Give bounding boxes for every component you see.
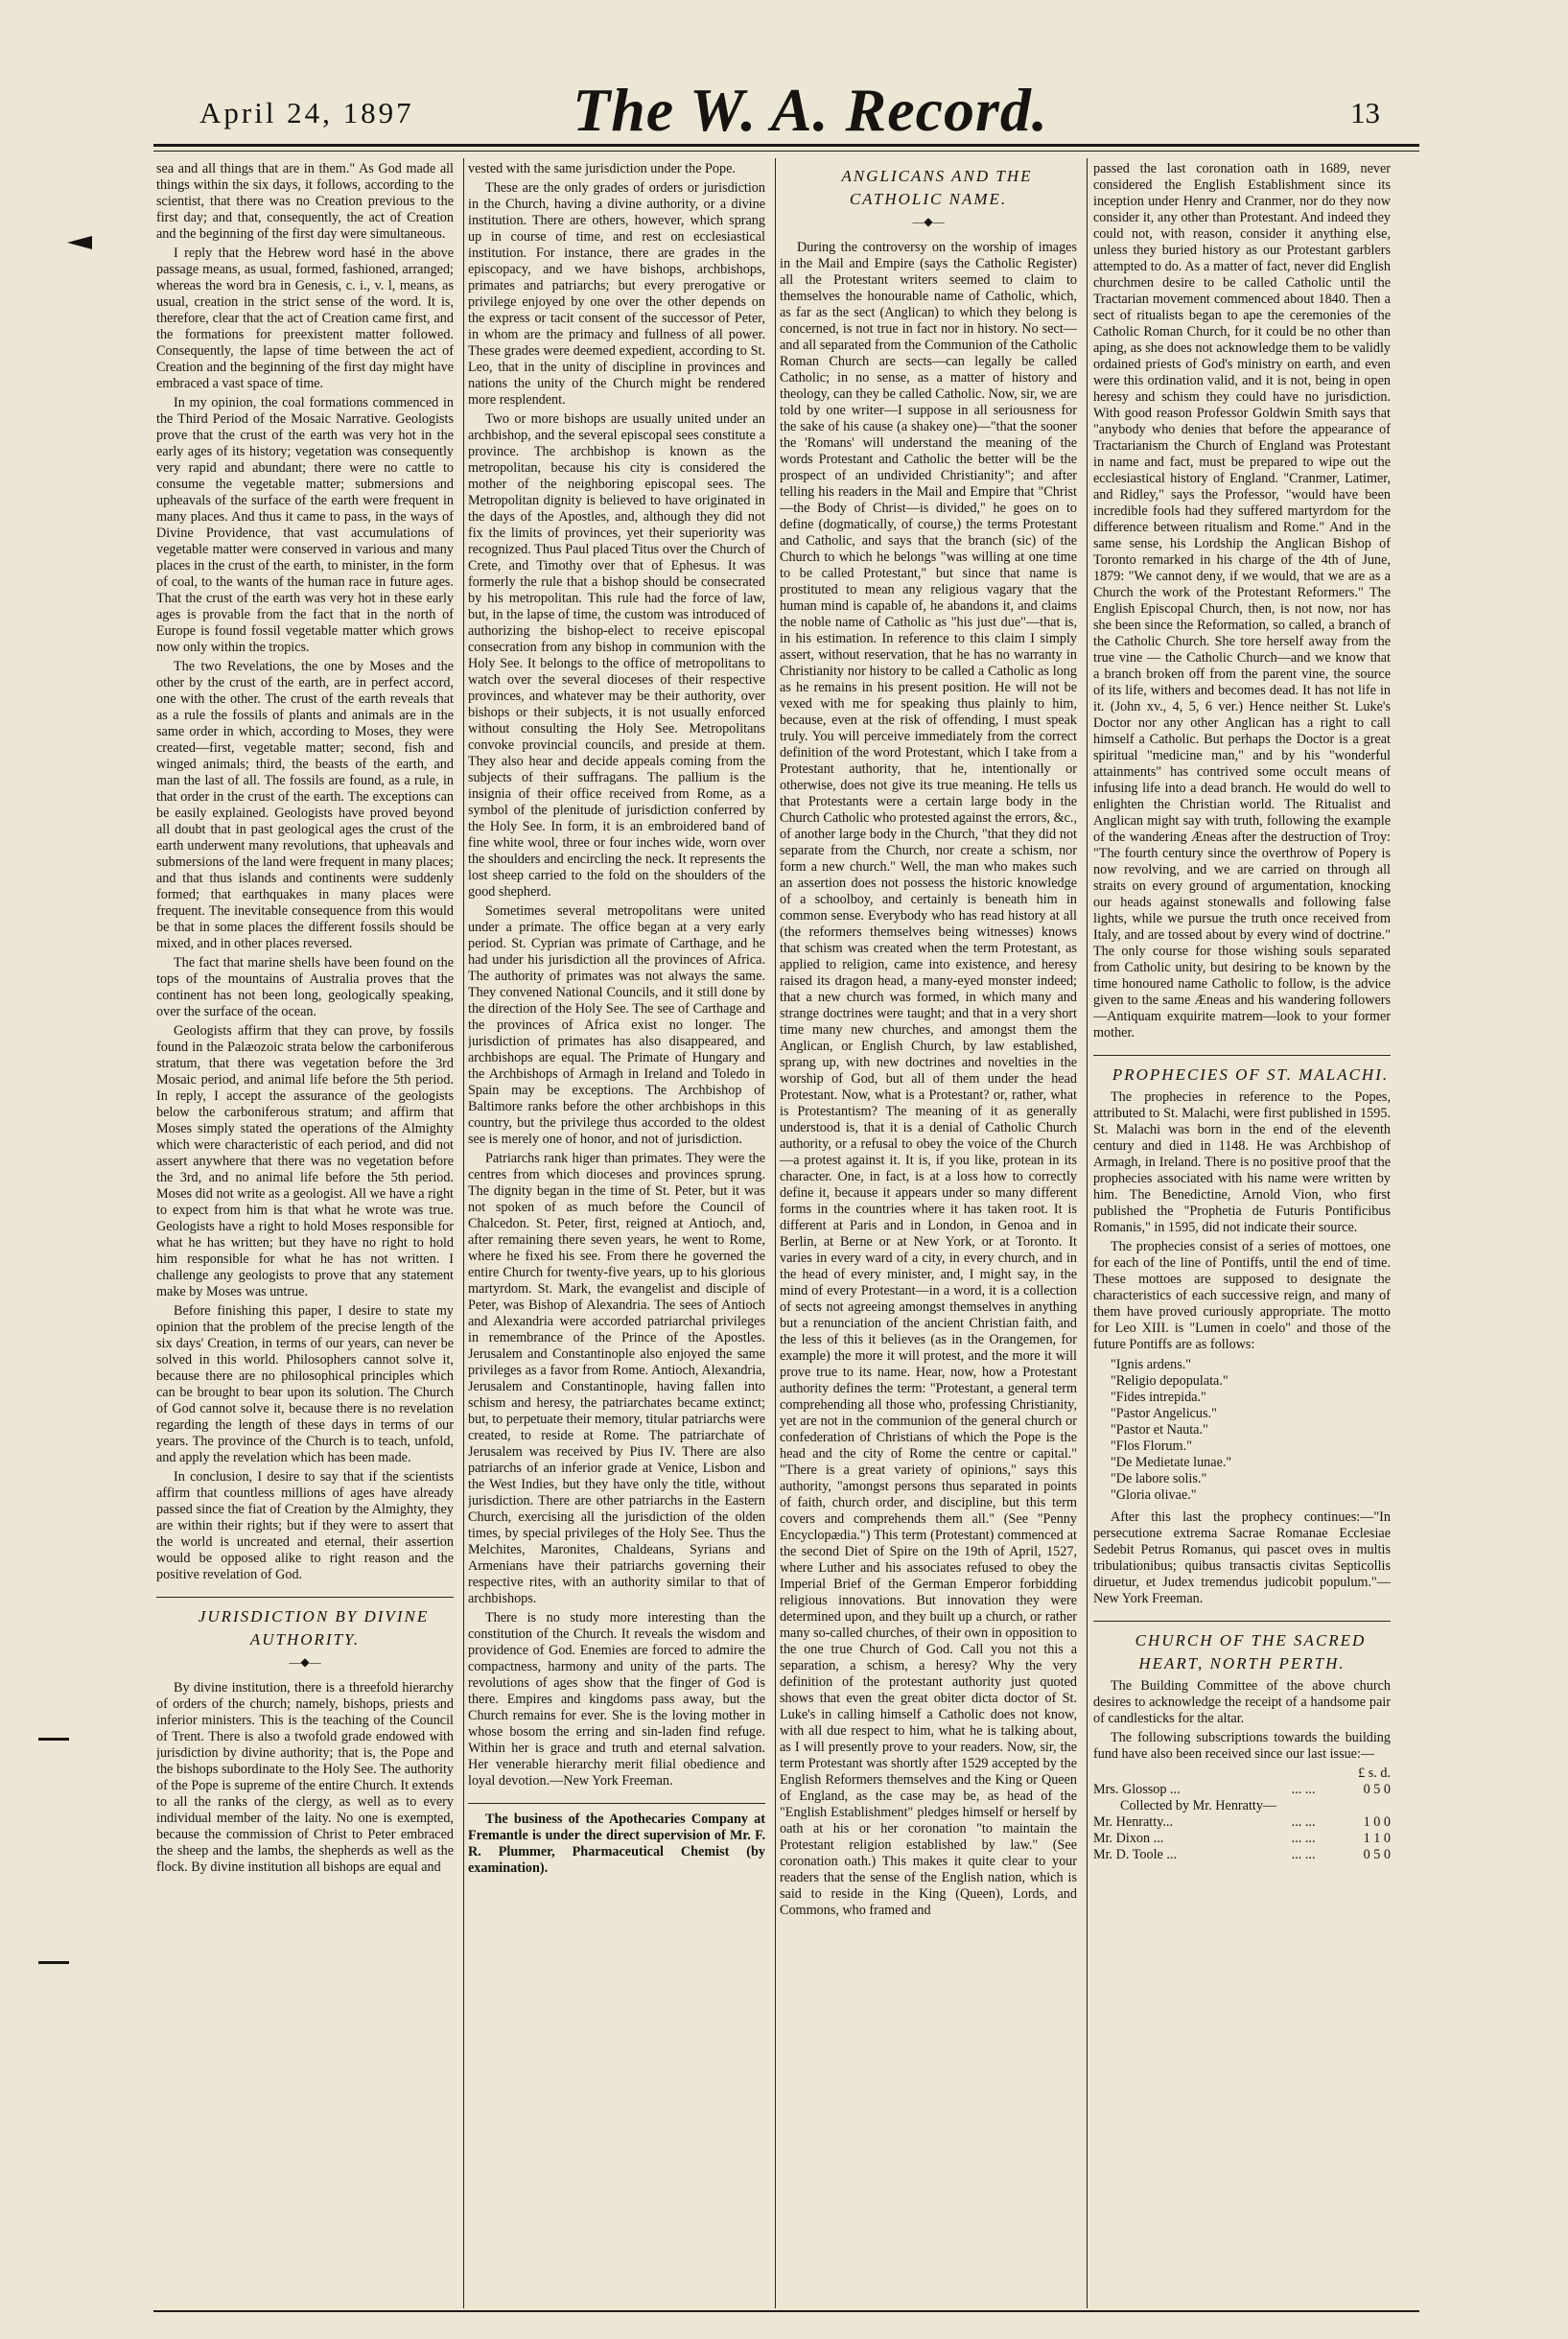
article-paragraph: The Building Committee of the above church desires to acknowledge the receipt of a handsome pair of candlesticks for the altar. (1093, 1678, 1391, 1726)
motto-item: "Pastor et Nauta." (1111, 1422, 1208, 1438)
margin-tick-mark (38, 1738, 69, 1741)
currency-header: £ s. d. (1358, 1766, 1391, 1781)
ornament-divider: —◆— (289, 1655, 321, 1669)
column-2 (468, 161, 765, 1880)
leader-dots: ... ... (1291, 1814, 1316, 1830)
article-paragraph: The two Revelations, the one by Moses and the other by the crust of the earth, are in perfect accord, one with the other. The crust of the earth reveals that as a rule the fossils of plants and animals are in the same order in which, according to Moses, they were created—first, vegetable matter; second, fish and winged animals; third, the beasts of the earth, and man the last of all. The fossils are found, as a rule, in that order in the crust of the earth. The exceptions can be easily explained. Geologists have proved beyond all doubt that in past geological ages the crust of the earth underwent many revolutions, that upheavals and submersions of the land were frequent in many places; and that thus islands and continents were suddenly formed; that earthquakes in many places were frequent. The inevitable consequence from this would be that in some places the different fossils should be mixed, and in other places reversed. (156, 659, 454, 951)
article-paragraph: passed the last coronation oath in 1689, never considered the English Establishment since its inception under Henry and Cranmer, nor do they now consider it, any other than Protestant. And indeed they could not, with reason, consider it anything else, unless they buried history as our Protestant garblers attempted to do. As a matter of fact, never did English churchmen desire to be called Catholic until the Tractarian movement commenced about 1840. Then a sect of ritualists began to ape the ceremonies of the Catholic Roman Church, for it could be no other than aping, as she does not acknowledge them to be validly ordained priests of God's ministry on earth, and even were this ordination valid, and it is not, being in open heresy and schism they could have no jurisdiction. With good reason Professor Goldwin Smith says that "anybody who denies that before the appearance of Tractarianism the Church of England was Protestant in name and fact, must be prepared to wipe out the ecclesiastical history of England. "Cranmer, Latimer, and Ridley," says the Professor, "would have been incredible fools had they suffered martyrdom for the difference between ritualism and Rome." And in the same sense, his Lordship the Anglican Bishop of Toronto remarked in his charge of the 4th of June, 1879: "We cannot deny, if we would, that we are as a Church the work of the Protestant Reformers." The English Episcopal Church, then, is not now, nor has she been since the Reformation, so called, a branch of the Catholic Church. She tore herself away from the true vine — the Catholic Church—and we know that a branch broken off from the parent vine, the source of its life, withers and becomes dead. It has not life in it. (John xv., 4, 5, 6 ver.) Hence neither St. Luke's Doctor nor any other Anglican has a right to call himself a Catholic. But perhaps the Doctor is a great spiritual "medicine man," and by his "wonderful attainments" has contrived some occult means of infusing life into a dead branch. He would do well to enlighten the Christian world. The Ritualist and Anglican might say with truth, following the example of the wandering Æneas after the destruction of Troy: "The fourth century since the overthrow of Popery is now revolving, and we are carried on through all straits on every ground of argumentation, knocking our heads against stonewalls and following false lights, while we pursue the truth once received from Italy, and are tossed about by every wind of doctrine." The only course for those wishing souls separated from Catholic unity, but desiring to be known by the time honoured name Catholic to follow, is the advice given to the same Æneas and his wandering followers—Antiquam exquirite matrem—look to your former mother. (1093, 161, 1391, 1041)
section-heading: JURISDICTION BY DIVINE AUTHORITY. (198, 1607, 430, 1649)
page-bottom-rule (153, 2310, 1419, 2312)
article-paragraph: Two or more bishops are usually united under an archbishop, and the several episcopal sees constitute a province. The archbishop is known as the metropolitan, because his city is considered the mother of the neighboring episcopal sees. The Metropolitan dignity is believed to have originated in the days of the Apostles, and, although they did not fix the limits of provinces, yet their superiority was recognized. Thus Paul placed Titus over the Church of Crete, and Timothy over that of Ephesus. It was formerly the rule that a bishop should be consecrated by his metropolitan. This rule had the force of law, but, in the lapse of time, the custom was introduced of authorizing the bishop-elect to receive episcopal consecration from any bishop in communion with the Holy See. It belongs to the office of metropolitans to watch over the several dioceses of their respective provinces, and whatever may be their authority, over bishops or their subjects, it is not usually enforced without consulting the Holy See. Metropolitans convoke provincial councils, and preside at them. They also hear and decide appeals coming from the subjects of their suffragans. The pallium is the insignia of their office received from Rome, as a symbol of the plenitude of jurisdiction conferred by the Holy See. In form, it is an embroidered band of fine white wool, three or four inches wide, worn over the shoulders and encircling the neck. It represents the lost sheep carried to the fold on the shoulders of the good shepherd. (468, 411, 765, 900)
masthead-rule-thin (153, 151, 1419, 152)
article-divider (1093, 1621, 1391, 1622)
motto-item: "Gloria olivae." (1111, 1487, 1197, 1503)
article-paragraph: vested with the same jurisdiction under the Pope. (468, 161, 736, 176)
article-paragraph: There is no study more interesting than the constitution of the Church. It reveals the wisdom and providence of God. Enemies are forced to admire the compactness, harmony and unity of the parts. The revolutions of ages show that the finger of God is there. Empires and kingdoms pass away, but the Church remains for ever. She is the loving mother in whose bosom the erring and sin-laden find refuge. Within her is grace and truth and eternal salvation. Her venerable hierarchy merit filial obedience and loyal devotion.—New York Freeman. (468, 1610, 765, 1789)
column-rule (1087, 158, 1088, 2308)
column-1 (156, 161, 454, 1879)
table-header-row (1093, 1766, 1391, 1782)
leader-dots: ... ... (1291, 1847, 1316, 1862)
section-heading: CHURCH OF THE SACRED HEART, NORTH PERTH. (1135, 1631, 1367, 1672)
article-divider (1093, 1055, 1391, 1056)
article-paragraph: The prophecies in reference to the Popes, attributed to St. Malachi, were first published in 1595. St. Malachi was born in the end of the eleventh century and died in 1148. He was Archbishop of Armagh, in Ireland. There is no positive proof that the prophecies associated with his name were written by him. The Benedictine, Arnold Vion, who first published the "Prophetia de Futuris Pontificibus Romanis," in 1595, did not indicate their source. (1093, 1089, 1391, 1235)
motto-item: "Religio depopulata." (1111, 1373, 1229, 1389)
leader-dots: ... ... (1291, 1782, 1316, 1797)
masthead-rule (153, 144, 1419, 147)
motto-item: "Pastor Angelicus." (1111, 1406, 1217, 1421)
page-number: 13 (1350, 96, 1380, 129)
article-divider (156, 1597, 454, 1598)
subscription-amount: 1 0 0 (1363, 1814, 1391, 1830)
column-3 (780, 161, 1077, 1922)
article-paragraph: The prophecies consist of a series of mottoes, one for each of the line of Pontiffs, until the end of time. These mottoes are supposed to designate the characteristics of each successive reign, and many of them have proved curiously appropriate. The motto for Leo XIII. is "Lumen in coelo" and those of the future Pontiffs are as follows: (1093, 1239, 1391, 1352)
subscriber-name: Mrs. Glossop ... (1093, 1782, 1181, 1797)
article-paragraph: I reply that the Hebrew word hasé in the above passage means, as usual, formed, fashioned, arranged; whereas the word bra in Genesis, c. i., v. l, means, as usual, creation in the strict sense of the word. It is, therefore, clear that the act of Creation came first, and the formations for preexistent matter followed. Consequently, the lapse of time between the act of Creation and the beginning of the first day might have embraced a vast space of time. (156, 246, 454, 391)
motto-item: "Ignis ardens." (1111, 1357, 1192, 1372)
motto-item: "Flos Florum." (1111, 1438, 1192, 1454)
article-paragraph: In conclusion, I desire to say that if the scientists affirm that countless millions of ages have already passed since the fiat of Creation by the Almighty, they are within their rights; but if they were to assert that the world is uncreated and eternal, their assertion would be opposed alike to right reason and the positive revelation of God. (156, 1469, 454, 1582)
subscription-amount: 1 1 0 (1363, 1831, 1391, 1846)
subscriber-name: Collected by Mr. Henratty— (1120, 1798, 1277, 1813)
column-4 (1093, 161, 1391, 1863)
leader-dots: ... ... (1291, 1831, 1316, 1846)
article-paragraph: The following subscriptions towards the building fund have also been received since our last issue:— (1093, 1730, 1391, 1762)
subscriber-name: Mr. Dixon ... (1093, 1831, 1164, 1846)
motto-item: "Fides intrepida." (1111, 1390, 1206, 1405)
table-row (1093, 1782, 1391, 1798)
article-paragraph: sea and all things that are in them." As God made all things within the six days, it follows, according to the scientist, that there was no Creation previous to the first day; and that, consequently, the act of Creation and the beginning of the first day were simultaneous. (156, 161, 454, 242)
article-divider (468, 1803, 765, 1804)
margin-tick-mark (38, 1961, 69, 1964)
column-rule (775, 158, 776, 2308)
article-paragraph: In my opinion, the coal formations commenced in the Third Period of the Mosaic Narrative. Geologists prove that the crust of the earth was very hot in the early ages of its history; vegetation was consequently very rapid and abundant; there were no cattle to consume the vegetable matter; submersions and upheavals of the surface of the earth were frequent in many places. And thus it came to pass, in the ways of Divine Providence, that vast accumulations of vegetable matter were conserved in various and many places in the crust of the earth, to minister, in the form of coal, to the wants of the human race in future ages. That the crust of the earth was very hot in these early ages is provable from the fact that in the north of Europe is found fossil vegetable matter which grows now only within the tropics. (156, 395, 454, 655)
motto-list (1093, 1357, 1391, 1504)
article-paragraph: Geologists affirm that they can prove, by fossils found in the Palæozoic strata below the carboniferous stratum, that there was vegetation before the 3rd Mosaic period, and animal life before the 5th period. In reply, I accept the assurance of the geologists below the carboniferous stratum; and affirm that Moses simply stated the operations of the Almighty which were characteristic of each period, and did not assert anywhere that there was no vegetation before the 3rd, and no animal life before the 5th period. Moses did not write as a geologist. All we have a right to expect from him is that what he wrote was true. Geologists have a right to hold Moses responsible for what he has written; but they have no right to hold him responsible for what he has not written. I challenge any geologists to prove that any statement make by Moses was untrue. (156, 1023, 454, 1299)
section-heading: PROPHECIES OF ST. MALACHI. (1112, 1065, 1390, 1084)
article-paragraph: After this last the prophecy continues:—"In persecutione extrema Sacrae Romanae Ecclesiae Sedebit Petrus Romanus, qui pascet oves in multis tribulationibus; quibus transactis civitas Septicollis diruetur, et Judex tremendus judicobit populum."—New York Freeman. (1093, 1509, 1391, 1606)
subscription-amount: 0 5 0 (1363, 1782, 1391, 1797)
section-heading: ANGLICANS AND THE CATHOLIC NAME. (841, 167, 1033, 208)
table-row (1093, 1831, 1391, 1847)
article-paragraph: During the controversy on the worship of images in the Mail and Empire (says the Catholic Register) all the Protestant writers seemed to claim to themselves the honourable name of Catholic, which, as far as the sect (Anglican) to which they belong is concerned, is not true in fact nor in history. No sect—and all separated from the Communion of the Catholic Roman Church are sects—can legally be called Catholic; in no sense, as a matter of history and theology, can they be called Catholic. Now, sir, we are told by one writer—I suppose in all seriousness for the sake of his cause (a shakey one)—"that the sooner the 'Romans' will understand the meaning of the words Protestant and Catholic the better will be the prospect of an undivided Christianity"; and after telling his readers in the Mail and Empire that "Christ—the Body of Christ—is divided," he goes on to define (dogmatically, of course,) the terms Protestant and Catholic, and says that the branch (sic) of the Church to which he belongs "was willing at one time to be called Protestant," but since that name is prostituted to mean any religious vagary that the human mind is capable of, he abandons it, and claims the noble name of Catholic as "his just due"—that is, in his estimation. In reference to this claim I simply assert, without reservation, that he has no warranty in Christianity nor history to be called a Catholic as long as he remains in his present position. He will not be vexed with me for speaking thus plainly to him, because, even at the risk of offending, I must speak truly. You will perceive immediately from the correct definition of the word Protestant, which I take from a Protestant authority, that he, intentionally or otherwise, does not give its true meaning. He tells us that Protestants were a certain large body in the Church Catholic who protested against the errors, &c., of another large body in the Church, "that they did not separate from the Church, nor create a schism, nor form a new church." Well, the man who makes such an assertion does not possess the historic knowledge of a schoolboy, and certainly is beneath him in common sense. Everybody who has read history at all (the reformers themselves being witnesses) knows that schism was created when the term Protestant, as applied to religion, came into existence, and heresy raised its dragon head, a many-eyed monster indeed; that a new church was formed, in which many and strange doctrines were taught; and that in a very short time many new churches, and amongst them the Anglican, or English Church, by law established, sprang up, with new doctrines and novelties in the worship of God, but all of them under the head Protestant. Now, what is a Protestant? or, rather, what is Protestantism? The meaning of it as generally understood is, that it is a denial of Catholic Church authority, or a refusal to obey the voice of the Church—a protest against it. It is, if you like, protean in its character. One, in fact, is at a loss how to correctly define it, because it appears under so many different forms in the countries where it has taken root. It is different at Paris and in London, in Genoa and in Berlin, at Berne or at New York, or at Toronto. It varies in every ward of a city, in every church, and in the head of every minister, and, I might say, in the mind of every Protestant—in a word, it is a collection of sects not agreeing amongst themselves in anything but a renunciation of the ancient Christian faith, and the less of this it believes (as in the Orangemen, for example) the more it will protest, and the more it will prove true to its name. Hear, now, how a Protestant authority defines the term: "Protestant, a general term comprehending all those who, professing Christianity, yet are not in the communion of the general church or confederation of Christians of which the Pope is the head and the city of Rome the centre or capital." "There is a great variety of opinions," says this authority, "amongst persons thus separated in points of faith, church order, and discipline, but this term covers and comprehends them all." (See "Penny Encyclopædia.") This term (Protestant) commenced at the second Diet of Spire on the 19th of April, 1527, where Luther and his associates refused to obey the Imperial Brief of the German Emperor forbidding religious innovations. But innovation they were determined upon, and they built up a church, or rather many so-called churches, of their own in opposition to the one true Church of God. Call you not this a separation, a schism, a heresy? Why the very definition of the protestant authority just quoted shows that even the great obiter dicta doctor of St. Luke's in calling himself a Catholic does not know, with all due respect to him, what he is talking about, as I will presently prove to your readers. Now, sir, the term Protestant was shortly after 1529 accepted by the English Reformers themselves and the King or Queen of England, as the case may be, as head of the "English Establishment" pledges himself or herself by oath at his or her coronation "to maintain the Protestant religion established by law." (See coronation oath.) This makes it quite clear to your readers that the sense of the English nation, which is said to reside in the King (Queen), Lords, and Commons, who framed and (780, 240, 1077, 1918)
motto-item: "De labore solis." (1111, 1471, 1207, 1486)
subscriber-name: Mr. D. Toole ... (1093, 1847, 1178, 1862)
article-paragraph: These are the only grades of orders or jurisdiction in the Church, having a divine authority, or a divine institution. There are others, however, which sprang up in course of time, and rest on ecclesiastical institution. For instance, there are grades in the episcopacy, and we have bishops, archbishops, primates and patriarchs; but every prerogative or privilege enjoyed by one over the other depends on the express or tacit consent of the successor of Peter, in whom are the primacy and fullness of all power. These grades were deemed expedient, according to St. Leo, that in the unity of discipline in provinces and nations the unity of the Church might be rendered more resplendent. (468, 180, 765, 408)
table-row (1093, 1798, 1391, 1814)
issue-date: April 24, 1897 (199, 96, 414, 129)
subscriber-name: Mr. Henratty... (1093, 1814, 1174, 1830)
table-row (1093, 1847, 1391, 1863)
masthead-title: The W. A. Record. (573, 76, 1048, 144)
article-paragraph: By divine institution, there is a threefold hierarchy of orders of the church; namely, bishops, priests and inferior ministers. This is the teaching of the Council of Trent. There is also a twofold grade endowed with jurisdiction by divine authority; that is, the Pope and the bishops subordinate to the Holy See. The authority of the Pope is supreme of the entire Church. It extends to all the ranks of the clergy, as well as to every individual member of the laity. No one is exempted, because the commission of Christ to Peter embraced the sheep and the lambs, the shepherds as well as the flock. By divine institution all bishops are equal and (156, 1680, 454, 1875)
margin-arrow-mark (67, 236, 92, 249)
subscription-amount (1346, 1798, 1391, 1814)
ornament-divider: —◆— (912, 215, 945, 228)
motto-item: "De Medietate lunae." (1111, 1455, 1232, 1470)
table-row (1093, 1814, 1391, 1831)
column-rule (463, 158, 464, 2308)
article-paragraph: The fact that marine shells have been found on the tops of the mountains of Australia proves that the continent has not been long, geologically speaking, over the surface of the ocean. (156, 955, 454, 1019)
article-paragraph: Before finishing this paper, I desire to state my opinion that the problem of the precise length of the six days' Creation, in terms of our years, can never be solved in this world. Philosophers cannot solve it, because there are no philosophical principles which can be brought to bear upon its solution. The Church of God cannot solve it, because there is no revelation regarding the length of these days in terms of our years. The province of the Church is to teach, unfold, and apply the revelation which has been made. (156, 1303, 454, 1465)
notice-paragraph: The business of the Apothecaries Company at Fremantle is under the direct supervision of Mr. F. R. Plummer, Pharmaceutical Chemist (by examination). (468, 1812, 765, 1876)
article-paragraph: Patriarchs rank higer than primates. They were the centres from which dioceses and provinces sprung. The dignity began in the time of St. Peter, but it was not spoken of as much before the Council of Chalcedon. St. Peter, first, reigned at Antioch, and, after remaining there seven years, he went to Rome, where he fixed his see. From there he governed the entire Church for twenty-five years, up to his glorious martyrdom. St. Mark, the evangelist and disciple of Peter, was Bishop of Alexandria. The sees of Antioch and Alexandria were accorded patriarchal privileges in remembrance of the Prince of the Apostles. Jerusalem and Constantinople also enjoyed the same privileges as a favor from Rome. Antioch, Alexandria, Jerusalem and Constantinople, having fallen into schism and heresy, the patriarchates became extinct; but, to perpetuate their memory, titular patriarchs were created, to reside at Rome. The patriarchate of Jerusalem was received by Pius IV. There are also patriarchs of an inferior grade at Venice, Lisbon and the West Indies, but they have only the title, without jurisdiction. There are other patriarchs in the Eastern Church, exercising all the jurisdiction of the olden times, by special privileges of the Holy See. Thus the Melchites, Maronites, Chaldeans, Syrians and Armenians have their patriarchs governing their respective rites, with an authority similar to that of archbishops. (468, 1151, 765, 1606)
subscription-amount: 0 5 0 (1363, 1847, 1391, 1862)
article-paragraph: Sometimes several metropolitans were united under a primate. The office began at a very early period. St. Cyprian was primate of Carthage, and he had under his jurisdiction all the provinces of Africa. The authority of primates was not always the same. They convened National Councils, and it still done by the direction of the Holy See. The see of Carthage and the provinces of Africa exist no longer. The jurisdiction of primates has also disappeared, and archbishops are equal. The Primate of Hungary and the Archbishops of Armagh in Ireland and Toledo in Spain may be exceptions. The Archbishop of Baltimore ranks before the other archbishops in this country, but the privilege thus accorded to the oldest see is merely one of honor, and not of jurisdiction. (468, 903, 765, 1147)
subscriptions-table (1093, 1766, 1391, 1863)
